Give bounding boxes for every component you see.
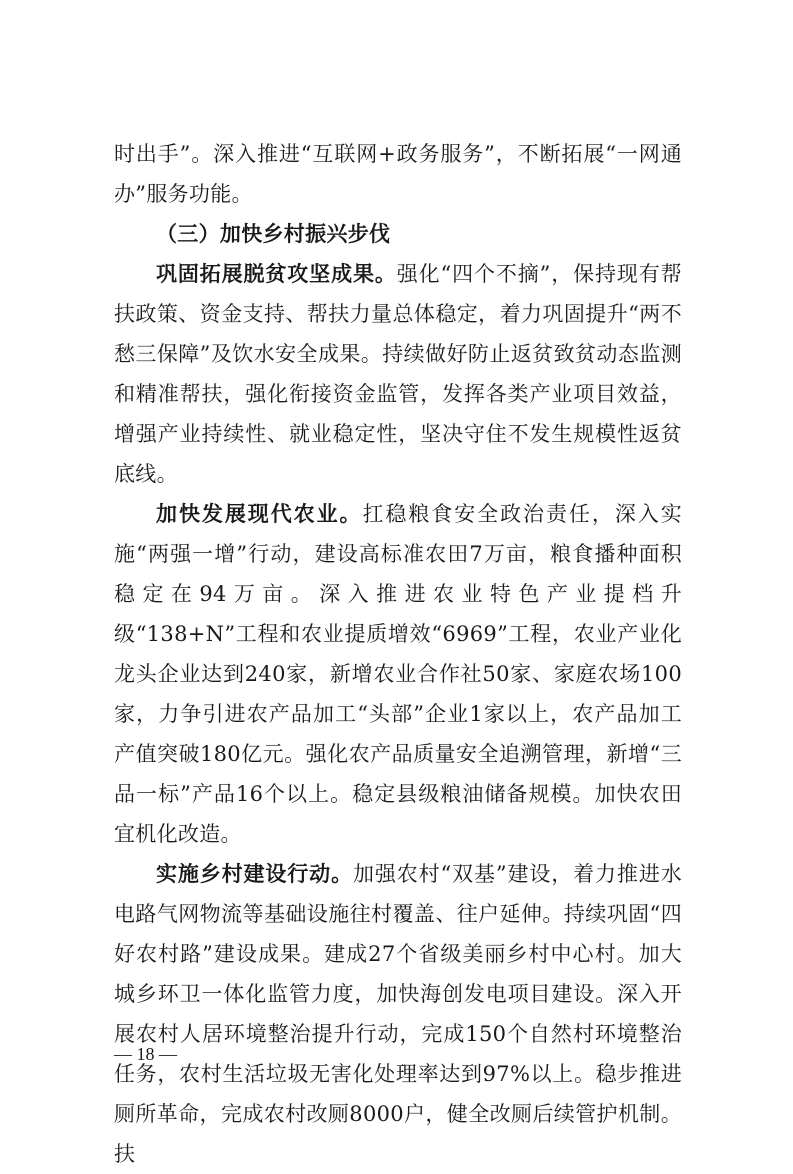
paragraph-rural-construction <box>114 854 682 1174</box>
document-page <box>114 134 682 1174</box>
paragraph-body: 强化“四个不摘”，保持现有帮扶政策、资金支持、帮扶力量总体稳定，着力巩固提升“两不愁三保障”及饮水安全成果。持续做好防止返贫致贫动态监测和精准帮扶，强化衔接资金监管，发挥各类产业项目效益，增强产业持续性、就业稳定性，坚决守住不发生规模性返贫底线。 <box>114 262 682 486</box>
paragraph-modern-agriculture <box>114 494 682 854</box>
paragraph-lead: 实施乡村建设行动。 <box>156 861 353 886</box>
paragraph-body: 扛稳粮食安全政治责任，深入实施“两强一增”行动，建设高标准农田7万亩，粮食播种面积稳定在94万亩。深入推进农业特色产业提档升级“138+N”工程和农业提质增效“6969”工程，农业产业化龙头企业达到240家，新增农业合作社50家、家庭农场100家，力争引进农产品加工“头部”企业1家以上，农产品加工产值突破180亿元。强化农产品质量安全追溯管理，新增“三品一标”产品16个以上。稳定县级粮油储备规模。加快农田宜机化改造。 <box>114 502 682 846</box>
paragraph-consolidate-poverty <box>114 254 682 494</box>
paragraph-body: 加强农村“双基”建设，着力推进水电路气网物流等基础设施往村覆盖、往户延伸。持续巩固“四好农村路”建设成果。建成27个省级美丽乡村中心村。加大城乡环卫一体化监管力度，加快海创发电项目建设。深入开展农村人居环境整治提升行动，完成150个自然村环境整治任务，农村生活垃圾无害化处理率达到97%以上。稳步推进厕所革命，完成农村改厕8000户，健全改厕后续管护机制。扶 <box>114 862 682 1166</box>
paragraph-lead: 巩固拓展脱贫攻坚成果。 <box>156 261 397 286</box>
page-number: — 18 — <box>114 1044 177 1064</box>
paragraph-continuation: 时出手”。深入推进“互联网+政务服务”，不断拓展“一网通办”服务功能。 <box>114 142 682 206</box>
paragraph-lead: 加快发展现代农业。 <box>156 501 363 526</box>
section-heading: （三）加快乡村振兴步伐 <box>156 222 391 246</box>
